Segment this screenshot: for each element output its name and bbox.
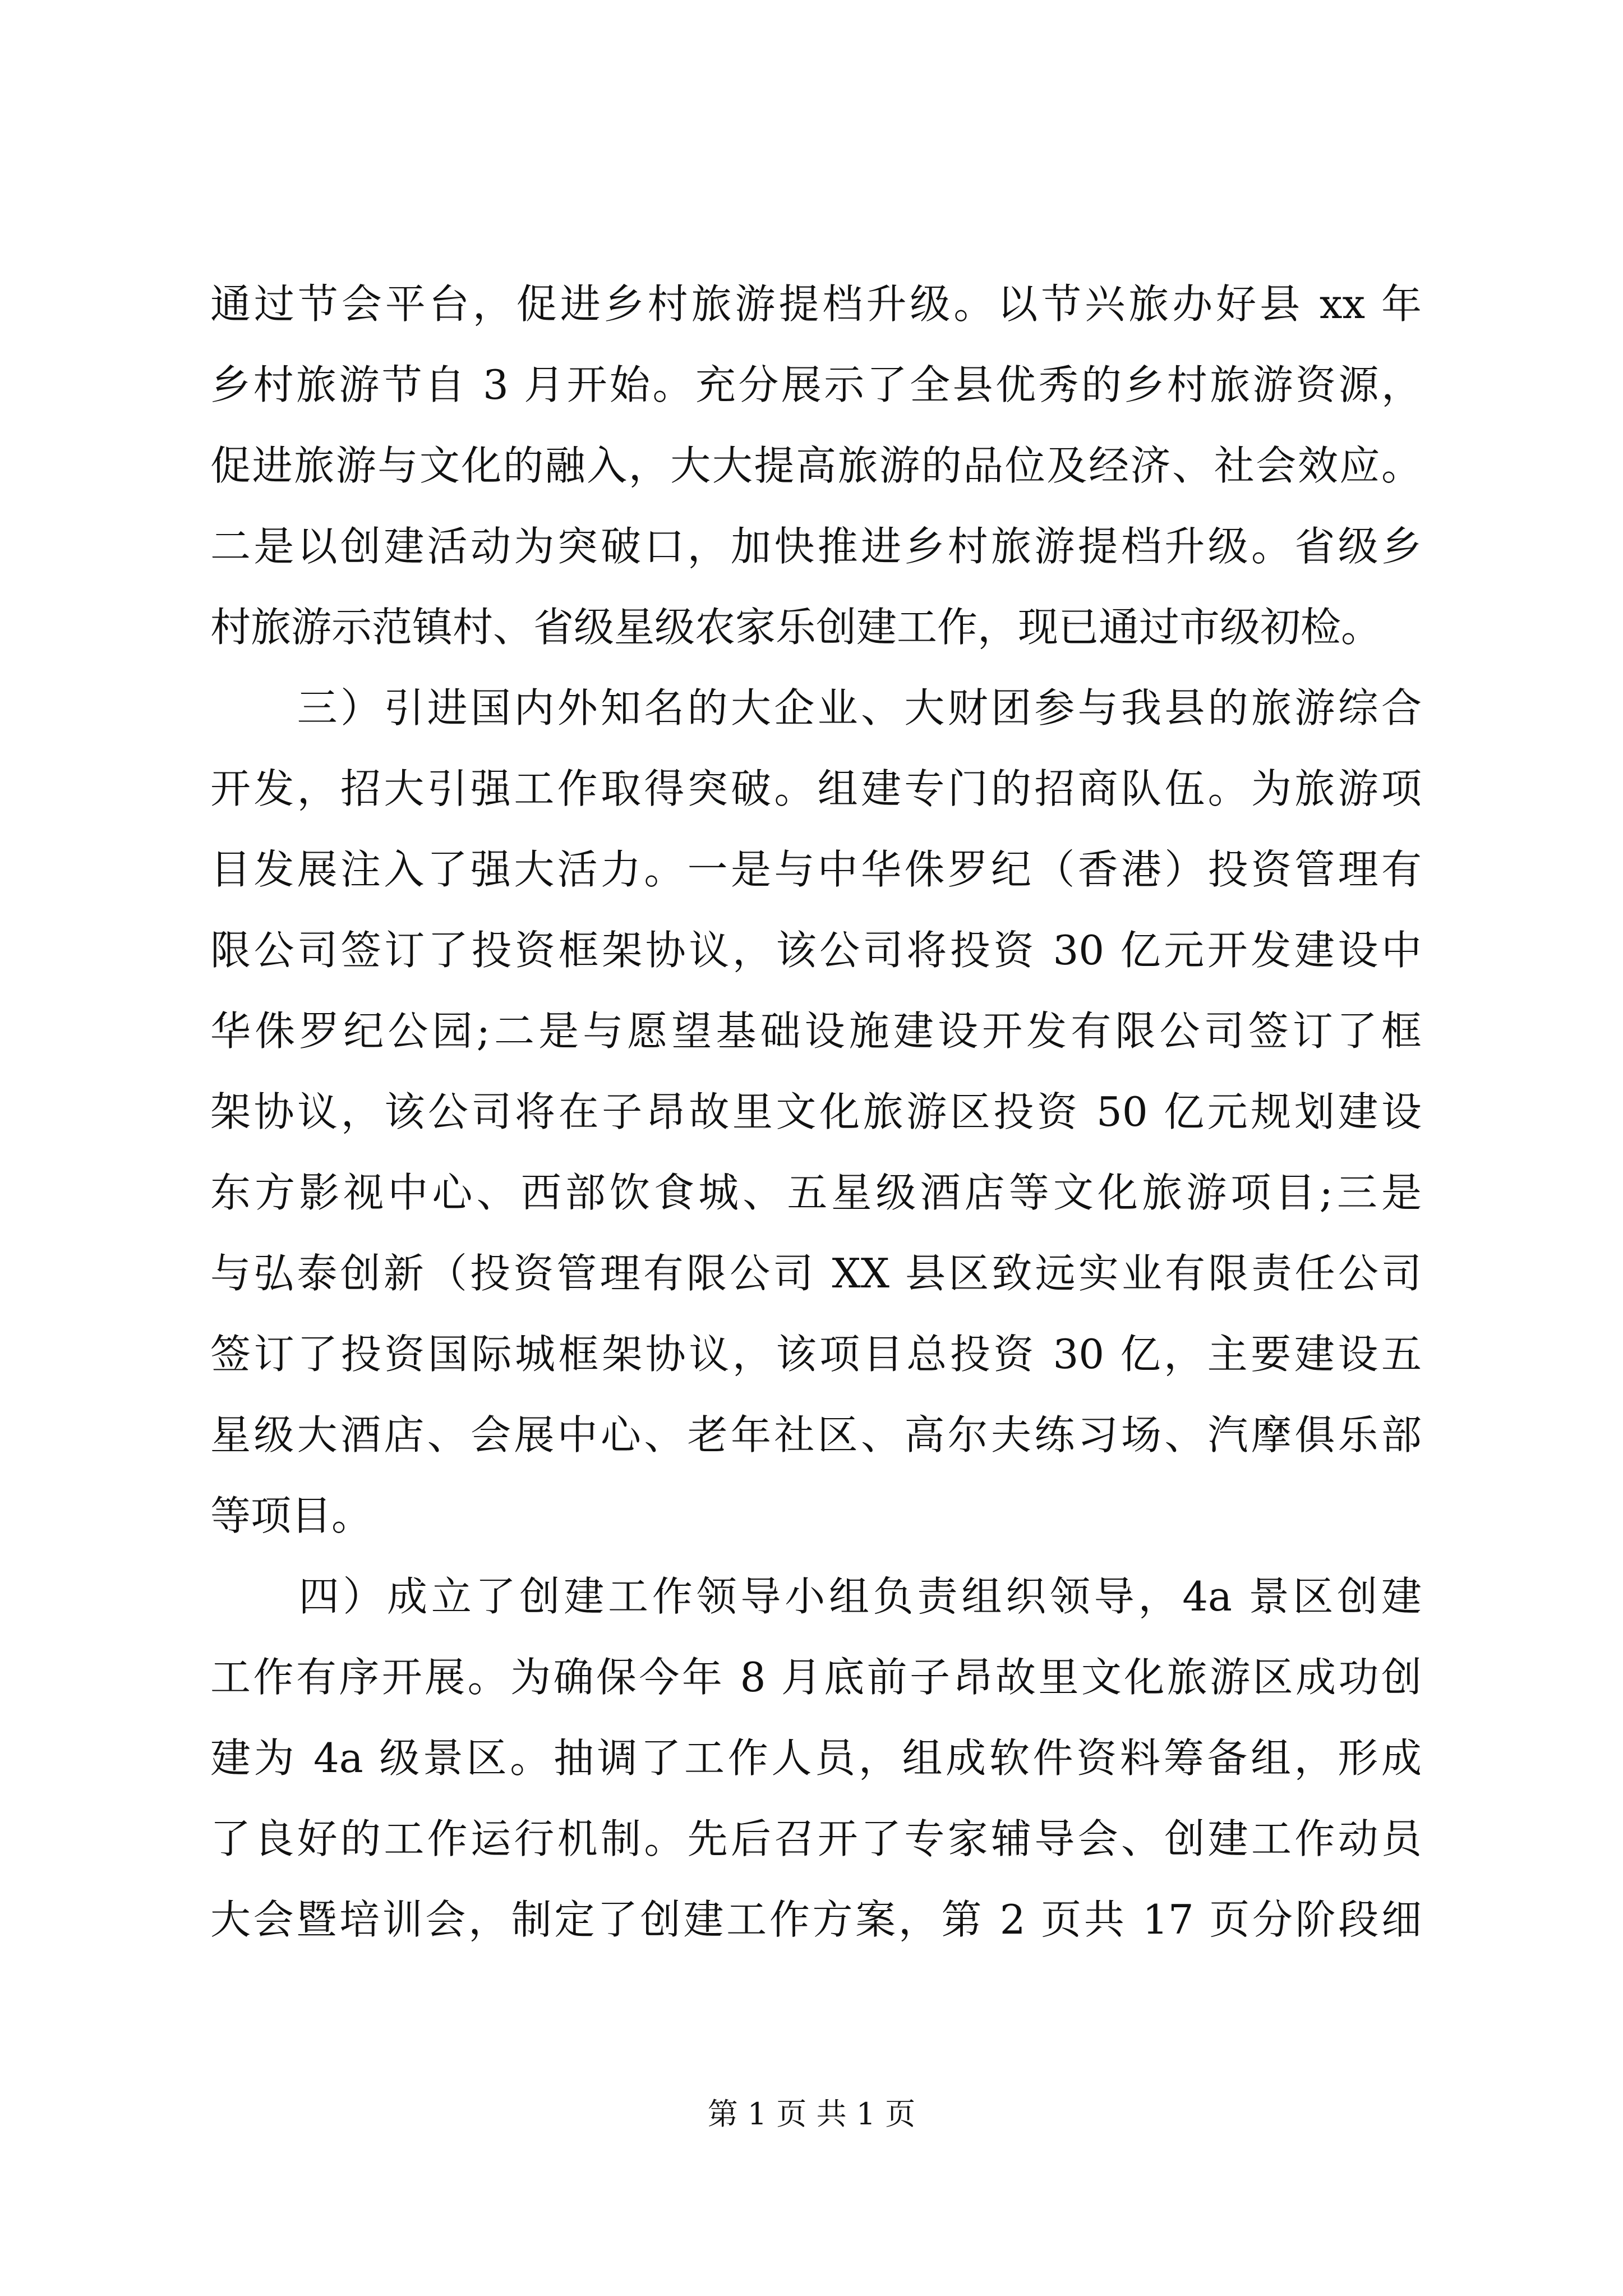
text-line: 乡村旅游节自 3 月开始。充分展示了全县优秀的乡村旅游资源， bbox=[210, 361, 1422, 408]
text-line: 四）成立了创建工作领导小组负责组织领导，4a 景区创建 bbox=[210, 1573, 1422, 1620]
text-line: 村旅游示范镇村、省级星级农家乐创建工作，现已通过市级初检。 bbox=[210, 604, 1382, 651]
text-line: 架协议，该公司将在子昂故里文化旅游区投资 50 亿元规划建设 bbox=[210, 1088, 1422, 1135]
text-line: 开发，招大引强工作取得突破。组建专门的招商队伍。为旅游项 bbox=[210, 765, 1422, 812]
text-line: 了良好的工作运行机制。先后召开了专家辅导会、创建工作动员 bbox=[210, 1815, 1422, 1862]
text-line: 东方影视中心、西部饮食城、五星级酒店等文化旅游项目;三是 bbox=[210, 1169, 1422, 1216]
text-line: 三）引进国内外知名的大企业、大财团参与我县的旅游综合 bbox=[210, 684, 1422, 731]
text-line: 大会暨培训会，制定了创建工作方案，第 2 页共 17 页分阶段细 bbox=[210, 1896, 1422, 1943]
text-line: 限公司签订了投资框架协议，该公司将投资 30 亿元开发建设中 bbox=[210, 927, 1422, 974]
page-footer bbox=[0, 2095, 1623, 2134]
text-line: 促进旅游与文化的融入，大大提高旅游的品位及经济、社会效应。 bbox=[210, 442, 1422, 489]
text-line: 目发展注入了强大活力。一是与中华侏罗纪（香港）投资管理有 bbox=[210, 846, 1422, 893]
text-line: 星级大酒店、会展中心、老年社区、高尔夫练习场、汽摩俱乐部 bbox=[210, 1411, 1422, 1458]
text-line: 签订了投资国际城框架协议，该项目总投资 30 亿，主要建设五 bbox=[210, 1331, 1422, 1378]
text-line: 二是以创建活动为突破口，加快推进乡村旅游提档升级。省级乡 bbox=[210, 523, 1422, 570]
text-line: 通过节会平台，促进乡村旅游提档升级。以节兴旅办好县 xx 年 bbox=[210, 280, 1422, 328]
text-line: 建为 4a 级景区。抽调了工作人员，组成软件资料筹备组，形成 bbox=[210, 1734, 1422, 1782]
text-line: 等项目。 bbox=[210, 1492, 372, 1539]
body-text bbox=[210, 264, 1422, 1960]
page-number: 第 1 页 共 1 页 bbox=[707, 2096, 916, 2132]
text-line: 工作有序开展。为确保今年 8 月底前子昂故里文化旅游区成功创 bbox=[210, 1654, 1422, 1701]
text-line: 华侏罗纪公园;二是与愿望基础设施建设开发有限公司签订了框 bbox=[210, 1007, 1422, 1055]
text-line: 与弘泰创新（投资管理有限公司 XX 县区致远实业有限责任公司 bbox=[210, 1250, 1422, 1297]
